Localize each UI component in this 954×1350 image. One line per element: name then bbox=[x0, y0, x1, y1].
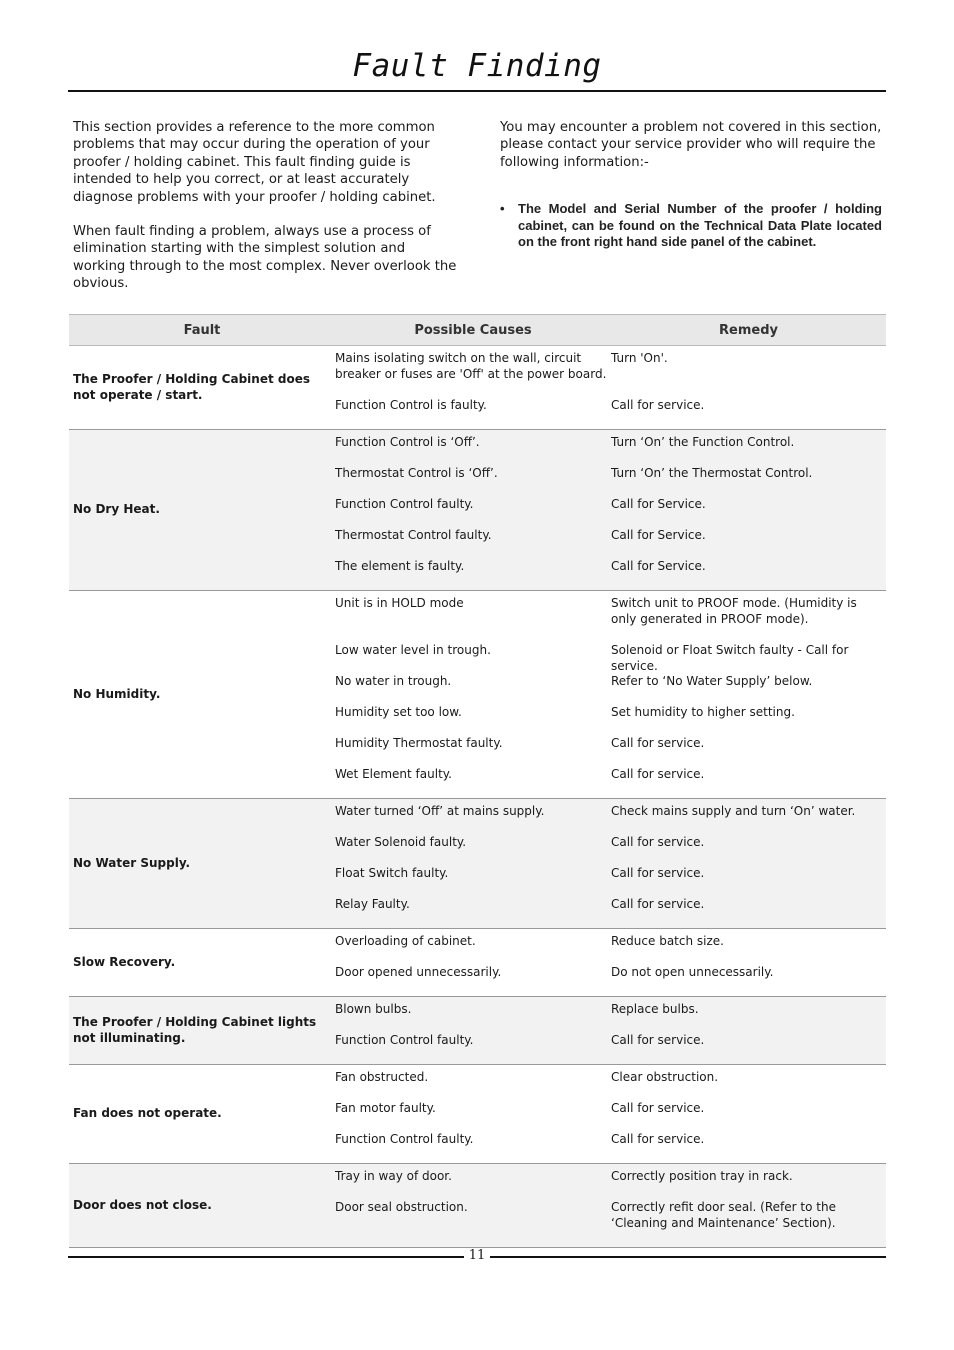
footer-rule-left bbox=[68, 1256, 464, 1258]
fault-cell: No Water Supply. bbox=[69, 799, 335, 929]
cause-cell: Function Control faulty. bbox=[335, 497, 611, 528]
remedy-cell: Call for Service. bbox=[611, 528, 886, 559]
fault-cell: Door does not close. bbox=[69, 1164, 335, 1248]
cause-cell: Unit is in HOLD mode bbox=[335, 596, 464, 610]
footer-rule-right bbox=[490, 1256, 886, 1258]
cause-cell: Blown bulbs. bbox=[335, 997, 611, 1034]
fault-group bbox=[69, 591, 886, 799]
remedy-cell: Replace bulbs. bbox=[611, 997, 886, 1034]
remedy-cell: Call for service. bbox=[611, 897, 886, 929]
cause-cell: No water in trough. bbox=[335, 674, 452, 688]
remedy-cell: Call for service. bbox=[611, 398, 705, 412]
header-fault: Fault bbox=[69, 315, 335, 346]
table-row bbox=[69, 430, 886, 467]
remedy-cell: Switch unit to PROOF mode. (Humidity is only generated in PROOF mode). bbox=[611, 596, 857, 626]
remedy-cell: Call for service. bbox=[611, 736, 705, 750]
remedy-cell: Correctly position tray in rack. bbox=[611, 1164, 886, 1201]
cause-cell: Humidity Thermostat faulty. bbox=[335, 736, 503, 750]
intro-paragraph: You may encounter a problem not covered in this section, please contact your service provider who will require the following information:- bbox=[500, 120, 882, 170]
cause-cell: Thermostat Control is ‘Off’. bbox=[335, 466, 611, 497]
fault-cell: Slow Recovery. bbox=[73, 954, 176, 969]
table-row bbox=[69, 997, 886, 1034]
fault-group bbox=[69, 799, 886, 929]
fault-group bbox=[69, 1164, 886, 1248]
table-row bbox=[69, 346, 886, 399]
fault-cell: The Proofer / Holding Cabinet lights not illuminating. bbox=[69, 997, 335, 1065]
remedy-cell: Turn 'On'. bbox=[611, 351, 668, 365]
cause-cell: Mains isolating switch on the wall, circuit breaker or fuses are 'Off' at the power board. bbox=[335, 351, 607, 381]
fault-group bbox=[69, 346, 886, 430]
fault-cell: No Humidity. bbox=[73, 686, 161, 701]
remedy-cell: Turn ‘On’ the Function Control. bbox=[611, 430, 886, 467]
remedy-cell: Check mains supply and turn ‘On’ water. bbox=[611, 799, 886, 836]
page-number: 11 bbox=[468, 1248, 486, 1263]
cause-cell: Function Control is faulty. bbox=[335, 398, 487, 412]
cause-cell: Water turned ‘Off’ at mains supply. bbox=[335, 799, 611, 836]
remedy-cell: Call for service. bbox=[611, 767, 705, 781]
table-header-row bbox=[69, 315, 886, 346]
fault-cell: Fan does not operate. bbox=[73, 1106, 222, 1121]
cause-cell: Wet Element faulty. bbox=[335, 767, 452, 781]
fault-cell: The Proofer / Holding Cabinet does not operate / start. bbox=[73, 372, 310, 402]
cause-cell: Function Control faulty. bbox=[335, 1132, 474, 1146]
cause-cell: Thermostat Control faulty. bbox=[335, 528, 611, 559]
remedy-cell: Turn ‘On’ the Thermostat Control. bbox=[611, 466, 886, 497]
bullet-text: The Model and Serial Number of the proofer / holding cabinet, can be found on the Technical Data Plate located on the front right hand side panel of the cabinet. bbox=[518, 201, 882, 250]
remedy-cell: Call for Service. bbox=[611, 559, 886, 591]
cause-cell: Fan obstructed. bbox=[335, 1070, 429, 1084]
cause-cell: Humidity set too low. bbox=[335, 705, 462, 719]
fault-cell: No Dry Heat. bbox=[69, 430, 335, 591]
table-row bbox=[69, 929, 886, 966]
table-row bbox=[69, 799, 886, 836]
table-row bbox=[69, 1065, 886, 1102]
info-bullet bbox=[500, 201, 882, 251]
fault-group bbox=[69, 1065, 886, 1164]
remedy-cell: Clear obstruction. bbox=[611, 1070, 719, 1084]
cause-cell: Float Switch faulty. bbox=[335, 866, 611, 897]
remedy-cell: Solenoid or Float Switch faulty - Call for service. bbox=[611, 643, 849, 673]
intro-paragraph: When fault finding a problem, always use a process of elimination starting with the simplest solution and working through to the most complex. Never overlook the obvious. bbox=[73, 224, 457, 292]
remedy-cell: Call for service. bbox=[611, 1101, 705, 1115]
remedy-cell: Call for service. bbox=[611, 835, 886, 866]
remedy-cell: Call for service. bbox=[611, 866, 886, 897]
remedy-cell: Call for Service. bbox=[611, 497, 886, 528]
cause-cell: The element is faulty. bbox=[335, 559, 611, 591]
cause-cell: Fan motor faulty. bbox=[335, 1101, 436, 1115]
cause-cell: Function Control is ‘Off’. bbox=[335, 430, 611, 467]
remedy-cell: Do not open unnecessarily. bbox=[611, 965, 774, 979]
cause-cell: Overloading of cabinet. bbox=[335, 934, 476, 948]
bullet-icon: • bbox=[500, 201, 505, 217]
cause-cell: Water Solenoid faulty. bbox=[335, 835, 611, 866]
remedy-cell: Call for service. bbox=[611, 1033, 886, 1065]
header-possible-causes: Possible Causes bbox=[335, 315, 611, 346]
fault-group bbox=[69, 430, 886, 591]
remedy-cell: Correctly refit door seal. (Refer to the ‘Cleaning and Maintenance’ Section). bbox=[611, 1200, 886, 1248]
intro-right-column bbox=[500, 119, 882, 251]
table-row bbox=[69, 1164, 886, 1201]
intro-left-column bbox=[73, 119, 458, 310]
title-rule bbox=[68, 90, 886, 92]
cause-cell: Door seal obstruction. bbox=[335, 1200, 611, 1248]
remedy-cell: Reduce batch size. bbox=[611, 934, 724, 948]
cause-cell: Relay Faulty. bbox=[335, 897, 611, 929]
intro-paragraph: This section provides a reference to the more common problems that may occur during the operation of your proofer / holding cabinet. This fault finding guide is intended to help you correct, or at least accurately diagnose problems with your proofer / holding cabinet. bbox=[73, 120, 436, 205]
fault-finding-table bbox=[69, 314, 886, 1248]
header-remedy: Remedy bbox=[611, 315, 886, 346]
cause-cell: Tray in way of door. bbox=[335, 1164, 611, 1201]
cause-cell: Door opened unnecessarily. bbox=[335, 965, 502, 979]
table-row bbox=[69, 591, 886, 644]
fault-group bbox=[69, 929, 886, 997]
remedy-cell: Call for service. bbox=[611, 1132, 705, 1146]
cause-cell: Low water level in trough. bbox=[335, 643, 491, 657]
remedy-cell: Set humidity to higher setting. bbox=[611, 705, 795, 719]
page-title: Fault Finding bbox=[352, 48, 602, 84]
cause-cell: Function Control faulty. bbox=[335, 1033, 611, 1065]
fault-group bbox=[69, 997, 886, 1065]
remedy-cell: Refer to ‘No Water Supply’ below. bbox=[611, 674, 813, 688]
